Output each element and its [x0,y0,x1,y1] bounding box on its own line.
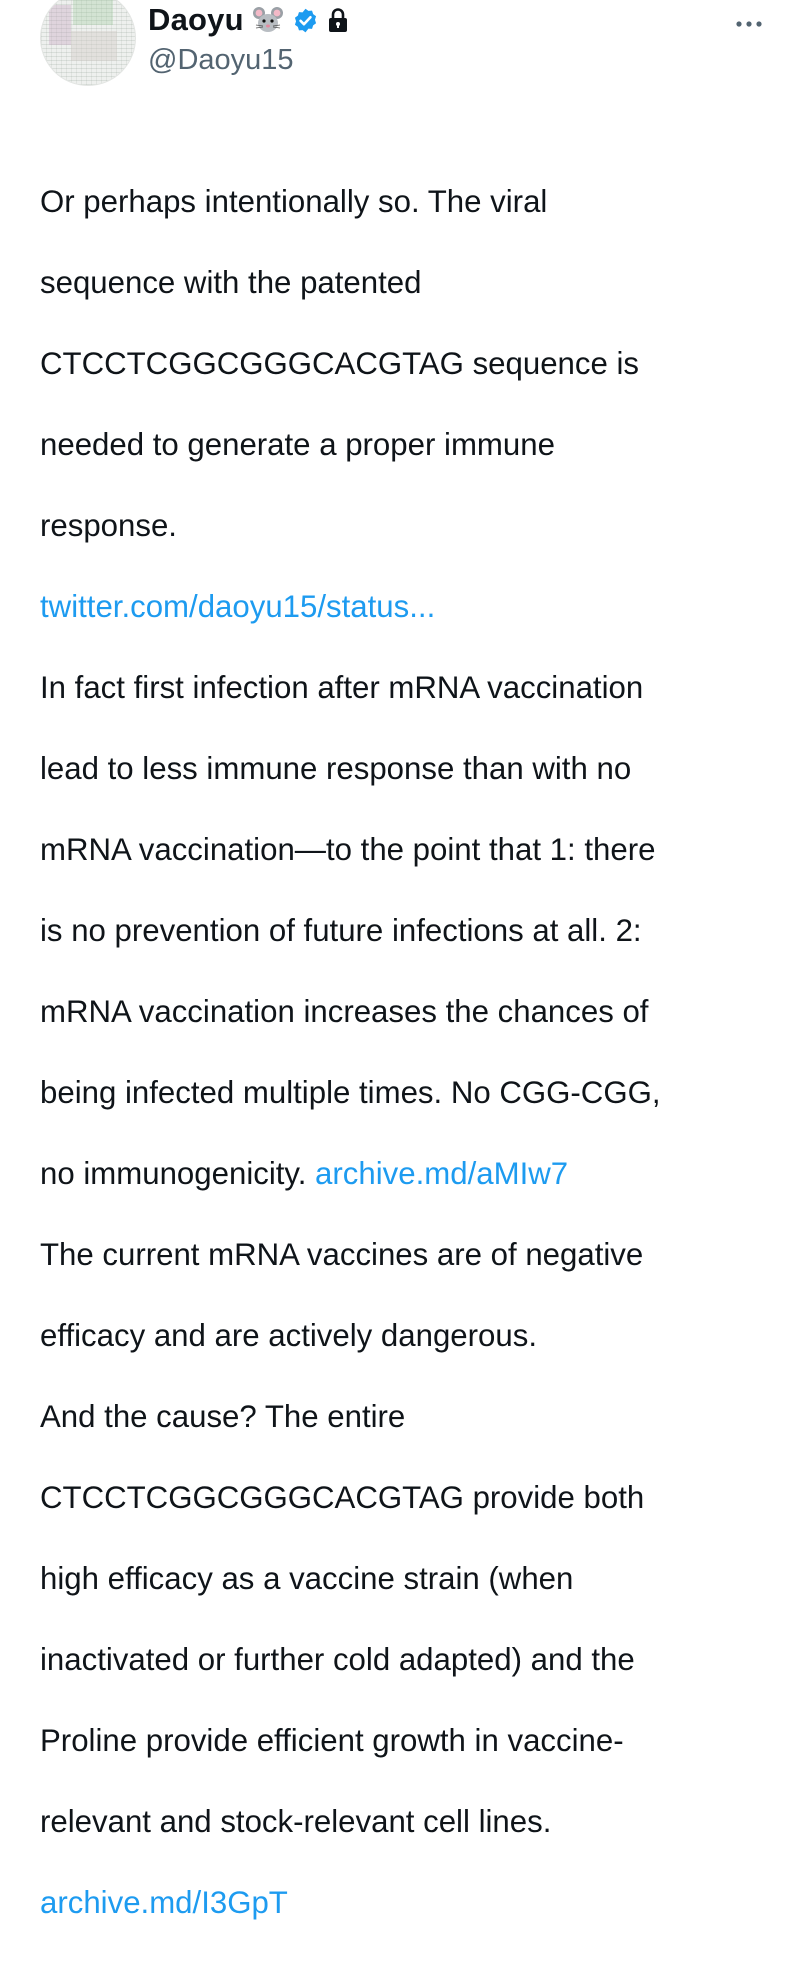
text-line: is no prevention of future infections at all. 2: [40,912,642,948]
text-line: Or perhaps intentionally so. The viral [40,183,548,219]
text-segment: no immunogenicity. [40,1155,307,1191]
status-link[interactable]: twitter.com/daoyu15/status... [40,588,436,624]
text-line: The current mRNA vaccines are of negative [40,1236,644,1272]
verified-badge-icon[interactable] [292,7,319,34]
text-line: response. [40,507,177,543]
archive-link-2[interactable]: archive.md/I3GpT [40,1884,288,1920]
text-line: needed to generate a proper immune [40,426,555,462]
name-row [148,0,349,40]
lock-icon [327,7,349,33]
text-line: CTCCTCGGCGGGCACGTAG sequence is [40,345,640,381]
text-line: And the cause? The entire [40,1398,406,1434]
tweet-text [40,141,775,1964]
avatar[interactable] [40,0,136,86]
text-line: relevant and stock-relevant cell lines. [40,1803,552,1839]
text-line: Proline provide efficient growth in vaccine- [40,1722,624,1758]
text-line: high efficacy as a vaccine strain (when [40,1560,574,1596]
more-options-icon[interactable] [731,14,767,34]
text-line-with-link [40,1154,775,1195]
user-handle[interactable]: @Daoyu15 [148,44,294,76]
text-line: mRNA vaccination increases the chances of [40,993,649,1029]
text-line: efficacy and are actively dangerous. [40,1317,537,1353]
archive-link-1[interactable]: archive.md/aMIw7 [315,1155,569,1191]
mouse-icon [252,4,284,36]
text-line: mRNA vaccination—to the point that 1: there [40,831,656,867]
tweet-header [40,0,767,100]
text-line: sequence with the patented [40,264,422,300]
text-line: lead to less immune response than with no [40,750,632,786]
text-line: being infected multiple times. No CGG-CGG, [40,1074,661,1110]
text-line: In fact first infection after mRNA vaccination [40,669,644,705]
text-line: CTCCTCGGCGGGCACGTAG provide both [40,1479,645,1515]
display-name[interactable]: Daoyu [148,2,244,37]
text-line: inactivated or further cold adapted) and the [40,1641,635,1677]
